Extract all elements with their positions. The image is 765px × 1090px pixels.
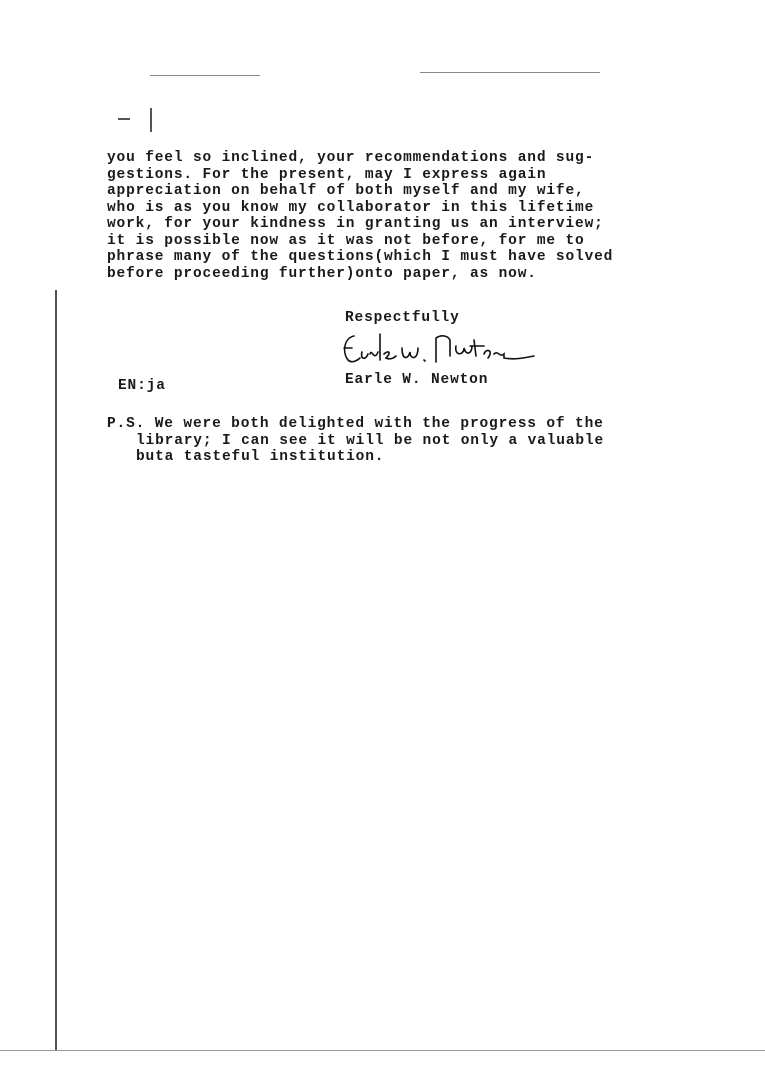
body-line: phrase many of the questions(which I must have solved xyxy=(107,249,614,265)
handwritten-signature xyxy=(338,330,538,370)
scan-mark xyxy=(118,118,130,120)
scan-top-dash xyxy=(420,72,600,73)
closing: Respectfully xyxy=(345,310,460,326)
body-line: it is possible now as it was not before, for me to xyxy=(107,232,585,249)
postscript-line: buta tasteful institution. xyxy=(136,449,385,465)
postscript-line: P.S. We were both delighted with the progress of the xyxy=(107,416,604,432)
initials: EN:ja xyxy=(118,378,166,394)
scan-bottom-line xyxy=(0,1050,765,1051)
scan-top-dash xyxy=(150,75,260,76)
postscript xyxy=(107,416,604,466)
body-line: you feel so inclined, your recommendations and sug- xyxy=(107,150,595,166)
body-line: gestions. For the present, may I express again xyxy=(107,166,547,183)
scan-mark xyxy=(150,108,152,132)
letter-body xyxy=(107,150,613,282)
body-line: before proceeding further)onto paper, as now. xyxy=(107,265,537,282)
body-line: appreciation on behalf of both myself and my wife, xyxy=(107,183,585,199)
body-line: who is as you know my collaborator in this lifetime xyxy=(107,199,595,216)
scan-margin-line xyxy=(55,290,57,1050)
postscript-line: library; I can see it will be not only a valuable xyxy=(136,432,605,449)
typed-name: Earle W. Newton xyxy=(345,372,489,388)
body-line: work, for your kindness in granting us an interview; xyxy=(107,216,604,232)
